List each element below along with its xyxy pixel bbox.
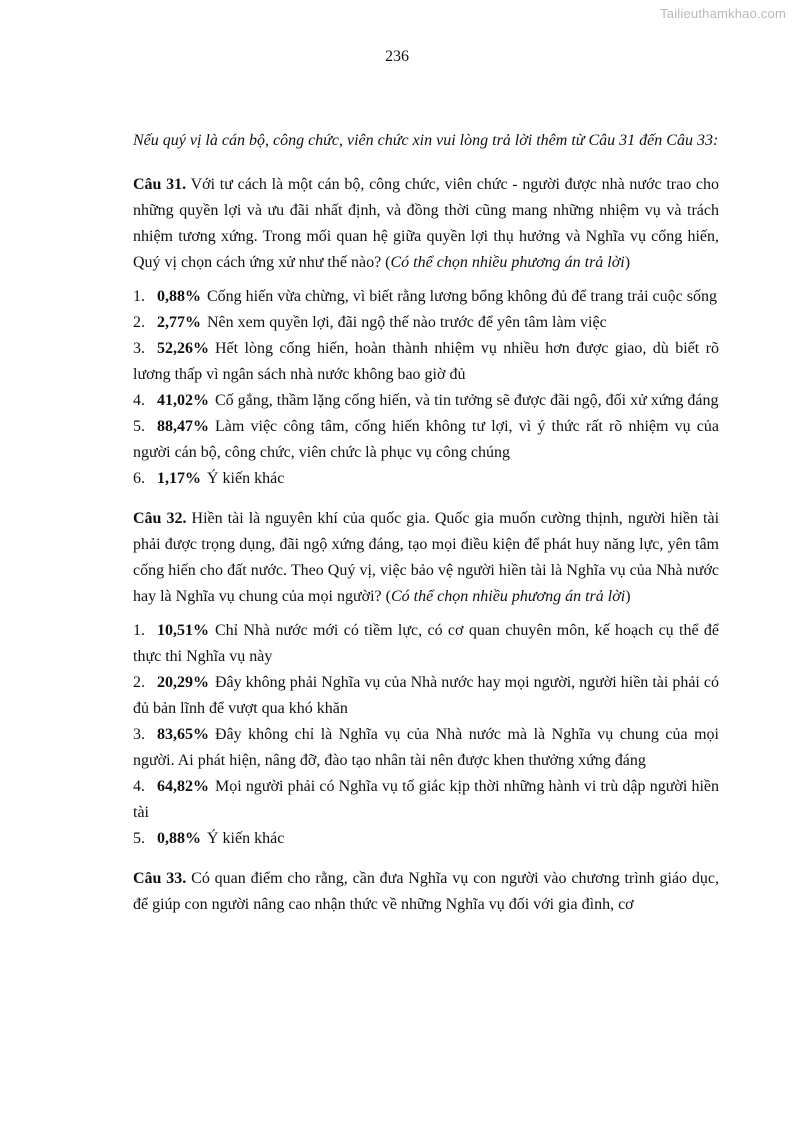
option-percent: 0,88% [157,830,201,847]
option-text: Đây không phải Nghĩa vụ của Nhà nước hay mọi người, người hiền tài phải có đủ bản lĩnh để vượt qua khó khăn [133,674,719,717]
question-text: Hiền tài là nguyên khí của quốc gia. Quốc gia muốn cường thịnh, người hiền tài phải được trọng dụng, đãi ngộ xứng đáng, tạo mọi điều kiện để phát huy năng lực, yên tâm cống hiến cho đất nước. Theo Quý vị, việc bảo vệ người hiền tài là Nghĩa vụ của Nhà nước hay là Nghĩa vụ chung của mọi người? ( [133,510,720,605]
option-number: 5. [133,830,145,847]
option-text: Hết lòng cống hiến, hoàn thành nhiệm vụ nhiều hơn được giao, dù biết rõ lương thấp vì ngân sách nhà nước không bao giờ đủ [133,340,719,383]
question-32-options [133,618,719,852]
option-item [133,414,719,466]
option-percent: 64,82% [157,778,209,795]
option-text: Chỉ Nhà nước mới có tiềm lực, có cơ quan chuyên môn, kế hoạch cụ thể để thực thi Nghĩa vụ này [133,622,719,665]
option-item [133,284,719,310]
option-percent: 88,47% [157,418,209,435]
question-close: ) [624,254,631,271]
option-percent: 10,51% [157,622,209,639]
question-label: Câu 31. [133,176,187,193]
option-number: 4. [133,778,145,795]
option-text: Cống hiến vừa chừng, vì biết rằng lương bổng không đủ để trang trải cuộc sống [207,288,717,305]
question-label: Câu 32. [133,510,187,527]
document-body [133,128,719,926]
option-number: 2. [133,674,145,691]
question-33 [133,866,719,918]
option-percent: 83,65% [157,726,209,743]
option-item [133,722,719,774]
option-text: Ý kiến khác [207,470,285,487]
option-number: 2. [133,314,145,331]
option-item [133,826,719,852]
option-text: Nên xem quyền lợi, đãi ngộ thế nào trước để yên tâm làm việc [207,314,607,331]
option-percent: 0,88% [157,288,201,305]
question-31 [133,172,719,276]
option-item [133,336,719,388]
option-item [133,618,719,670]
page-number: 236 [385,48,409,65]
option-item [133,388,719,414]
question-label: Câu 33. [133,870,187,887]
question-text: Có quan điểm cho rằng, cần đưa Nghĩa vụ con người vào chương trình giáo dục, để giúp con người nâng cao nhận thức về những Nghĩa vụ đối với gia đình, cơ [133,870,719,913]
question-31-options [133,284,719,492]
option-percent: 20,29% [157,674,209,691]
question-note: Có thể chọn nhiều phương án trả lời [390,254,625,271]
option-percent: 2,77% [157,314,201,331]
watermark: Tailieuthamkhao.com [660,6,786,21]
option-number: 6. [133,470,145,487]
option-percent: 41,02% [157,392,209,409]
option-percent: 1,17% [157,470,201,487]
option-number: 3. [133,340,145,357]
option-text: Mọi người phải có Nghĩa vụ tố giác kịp thời những hành vi trù dập người hiền tài [133,778,719,821]
option-number: 3. [133,726,145,743]
option-number: 4. [133,392,145,409]
intro-text: Nếu quý vị là cán bộ, công chức, viên chức xin vui lòng trả lời thêm từ Câu 31 đến Câu 33: [133,132,719,149]
option-item [133,774,719,826]
option-number: 5. [133,418,145,435]
option-text: Cố gắng, thầm lặng cống hiến, và tin tưởng sẽ được đãi ngộ, đối xử xứng đáng [215,392,719,409]
question-text: Với tư cách là một cán bộ, công chức, viên chức - người được nhà nước trao cho những quyền lợi và ưu đãi nhất định, và đồng thời cũng mang những nhiệm vụ và trách nhiệm tương xứng. Trong mối quan hệ giữa quyền lợi thụ hưởng và Nghĩa vụ cống hiến, Quý vị chọn cách ứng xử như thế nào? ( [133,176,720,271]
option-text: Làm việc công tâm, cống hiến không tư lợi, vì ý thức rất rõ nhiệm vụ của người cán bộ, công chức, viên chức là phục vụ công chúng [133,418,719,461]
question-note: Có thể chọn nhiều phương án trả lời [390,588,626,605]
question-close: ) [625,588,631,605]
option-number: 1. [133,622,145,639]
option-number: 1. [133,288,145,305]
option-item [133,670,719,722]
option-text: Đây không chỉ là Nghĩa vụ của Nhà nước mà là Nghĩa vụ chung của mọi người. Ai phát hiện, nâng đỡ, đào tạo nhân tài nên được khen thưởng xứng đáng [133,726,719,769]
option-percent: 52,26% [157,340,209,357]
option-item [133,310,719,336]
option-text: Ý kiến khác [207,830,285,847]
option-item [133,466,719,492]
question-32 [133,506,719,610]
